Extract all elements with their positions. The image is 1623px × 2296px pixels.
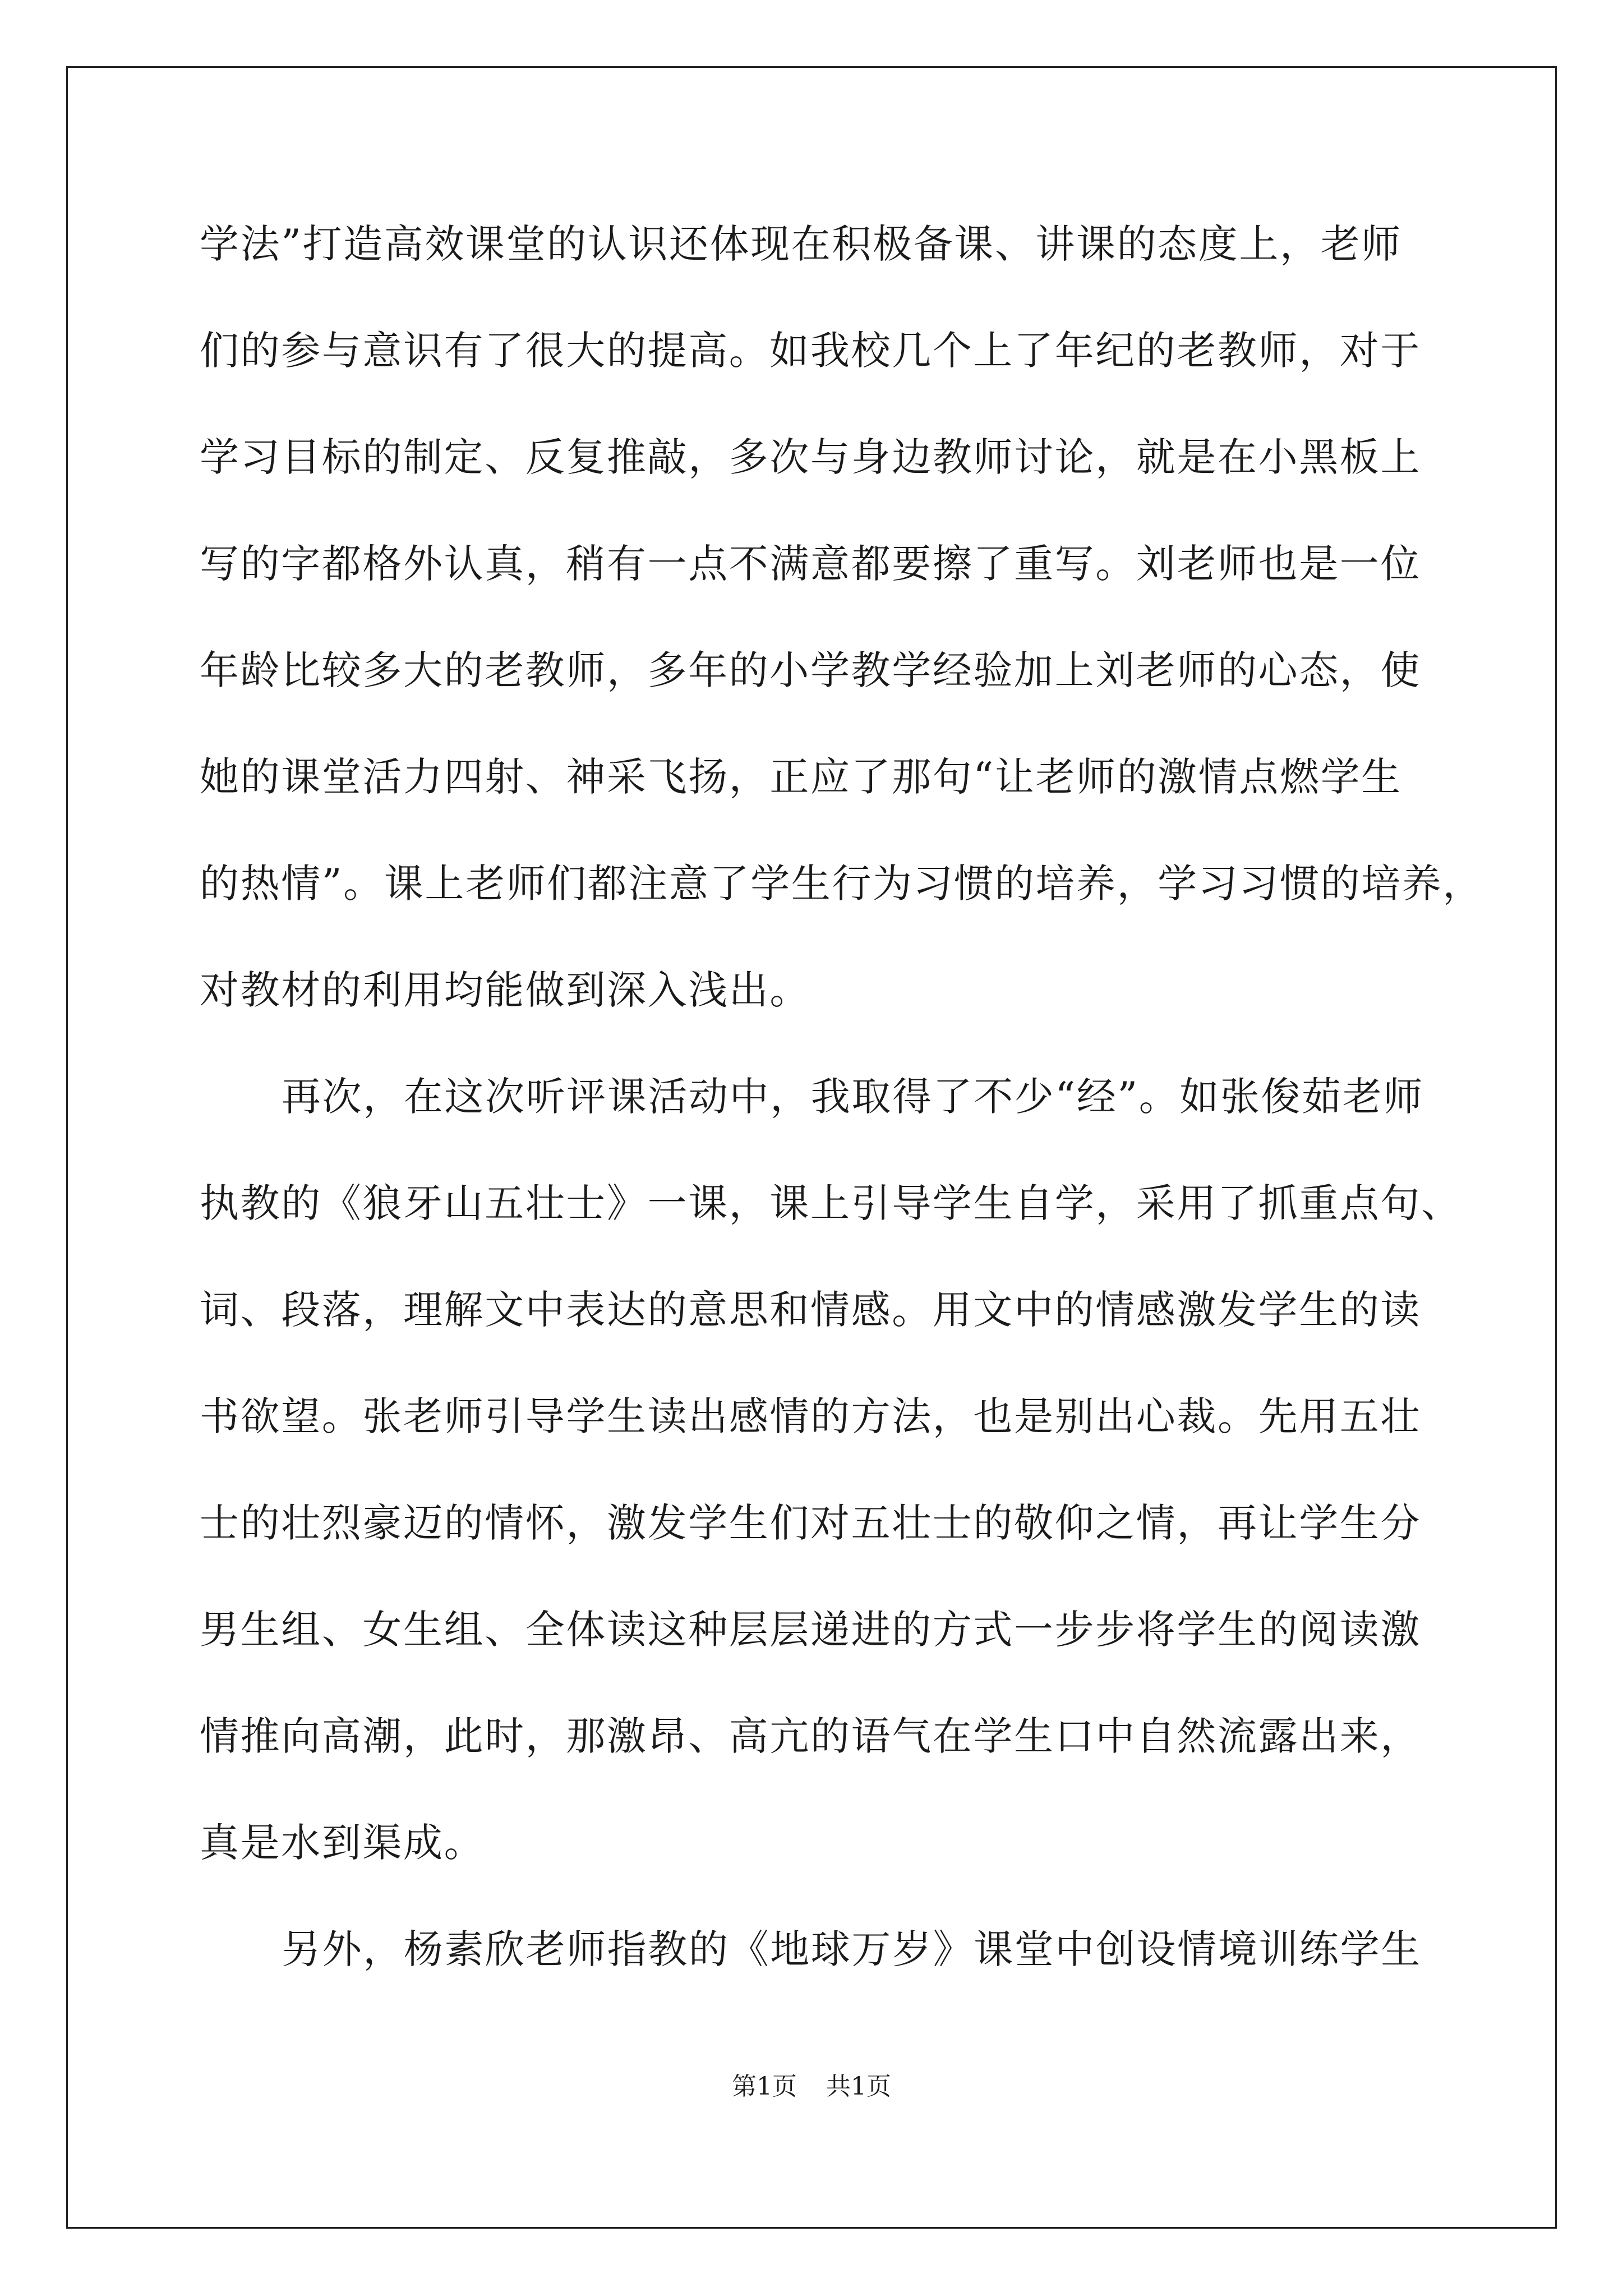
- text-line: 词、段落，理解文中表达的意思和情感。用文中的情感激发学生的读: [200, 1287, 1421, 1333]
- text-line: 书欲望。张老师引导学生读出感情的方法，也是别出心裁。先用五壮: [200, 1393, 1421, 1439]
- paragraph-start-line: 再次，在这次听评课活动中，我取得了不少“经”。如张俊茹老师: [282, 1074, 1424, 1120]
- text-line: 士的壮烈豪迈的情怀，激发学生们对五壮士的敬仰之情，再让学生分: [200, 1500, 1421, 1546]
- page-number-total: 共1页: [826, 2072, 891, 2101]
- paragraph-start-line: 另外，杨素欣老师指教的《地球万岁》课堂中创设情境训练学生: [282, 1926, 1422, 1972]
- text-line: 男生组、女生组、全体读这种层层递进的方式一步步将学生的阅读激: [200, 1607, 1421, 1653]
- page-footer: [0, 2070, 1623, 2104]
- text-line: 情推向高潮，此时，那激昂、高亢的语气在学生口中自然流露出来，: [200, 1713, 1421, 1759]
- page-number-current: 第1页: [732, 2072, 797, 2101]
- text-line: 学法”打造高效课堂的认识还体现在积极备课、讲课的态度上，老师: [200, 221, 1402, 267]
- text-line: 对教材的利用均能做到深入浅出。: [200, 967, 810, 1013]
- text-line: 她的课堂活力四射、神采飞扬，正应了那句“让老师的激情点燃学生: [200, 754, 1402, 800]
- text-line: 写的字都格外认真，稍有一点不满意都要擦了重写。刘老师也是一位: [200, 541, 1421, 587]
- text-line: 学习目标的制定、反复推敲，多次与身边教师讨论，就是在小黑板上: [200, 434, 1421, 480]
- text-line: 的热情”。课上老师们都注意了学生行为习惯的培养，学习习惯的培养，: [200, 861, 1483, 907]
- text-line: 年龄比较多大的老教师，多年的小学教学经验加上刘老师的心态，使: [200, 647, 1421, 693]
- text-line: 真是水到渠成。: [200, 1820, 485, 1866]
- document-body: [200, 213, 1483, 2025]
- text-line: 们的参与意识有了很大的提高。如我校几个上了年纪的老教师，对于: [200, 328, 1421, 374]
- text-line: 执教的《狼牙山五壮士》一课，课上引导学生自学，采用了抓重点句、: [200, 1180, 1462, 1226]
